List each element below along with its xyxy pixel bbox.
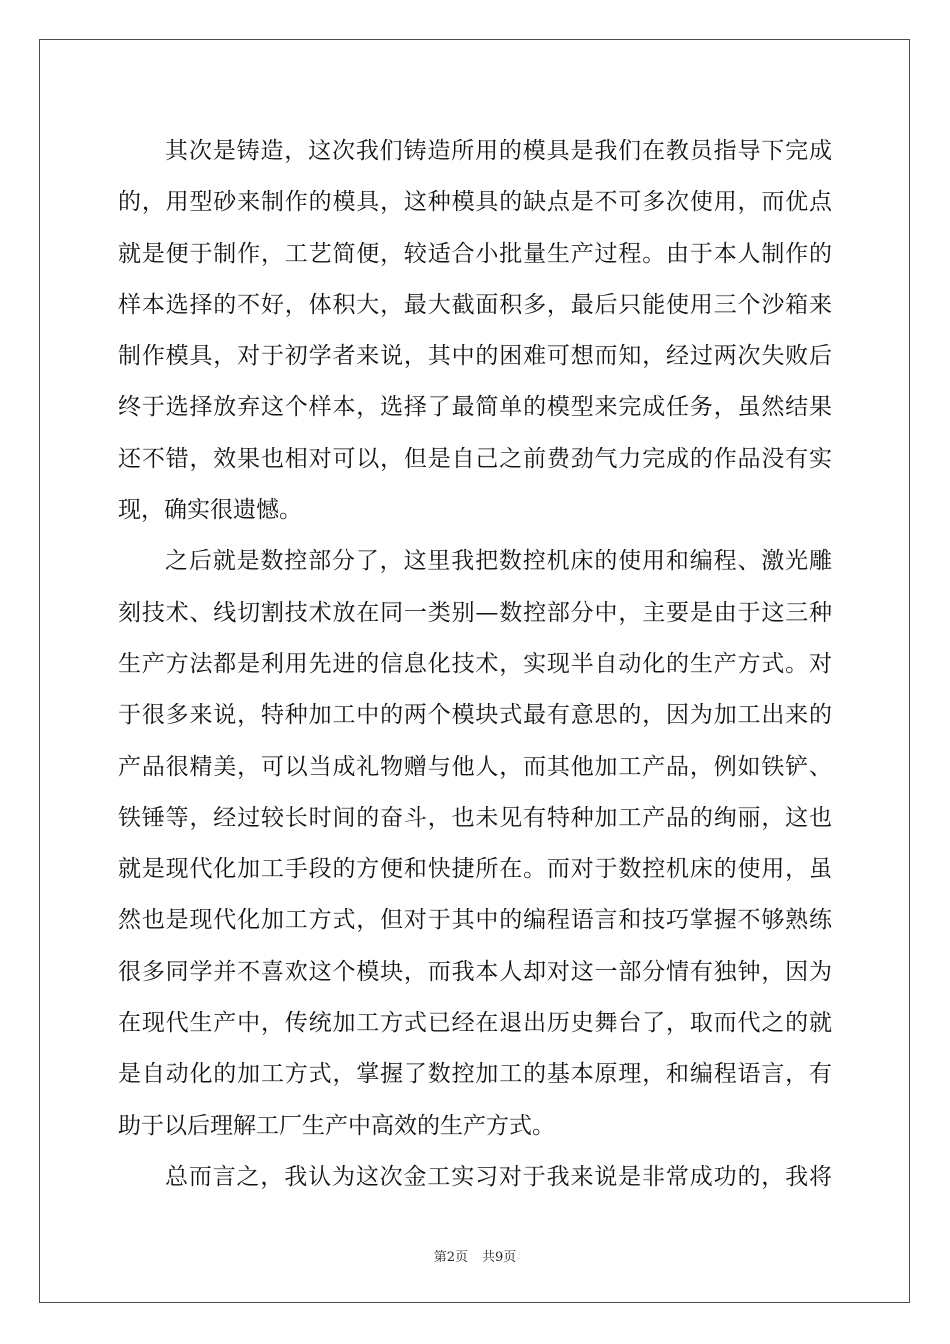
text-line: 终于选择放弃这个样本，选择了最简单的模型来完成任务，虽然结果 xyxy=(118,394,832,421)
text-line: 生产方法都是利用先进的信息化技术，实现半自动化的生产方式。对 xyxy=(118,650,832,677)
text-line: 就是现代化加工手段的方便和快捷所在。而对于数控机床的使用，虽 xyxy=(118,856,832,883)
text-line: 就是便于制作，工艺简便，较适合小批量生产过程。由于本人制作的 xyxy=(118,240,832,267)
page-total: 共9页 xyxy=(482,1250,517,1265)
text-line: 现，确实很遗憾。 xyxy=(118,497,302,524)
text-line: 很多同学并不喜欢这个模块，而我本人却对这一部分情有独钟，因为 xyxy=(118,958,832,985)
text-line: 制作模具，对于初学者来说，其中的困难可想而知，经过两次失败后 xyxy=(118,343,832,370)
text-line: 样本选择的不好，体积大，最大截面积多，最后只能使用三个沙箱来 xyxy=(118,291,832,318)
text-line: 助于以后理解工厂生产中高效的生产方式。 xyxy=(118,1112,555,1139)
text-line: 于很多来说，特种加工中的两个模块式最有意思的，因为加工出来的 xyxy=(118,702,832,729)
page-footer xyxy=(0,1246,950,1265)
text-line: 刻技术、线切割技术放在同一类别—数控部分中，主要是由于这三种 xyxy=(118,599,832,626)
text-line: 产品很精美，可以当成礼物赠与他人，而其他加工产品，例如铁铲、 xyxy=(118,753,832,780)
text-line: 之后就是数控部分了，这里我把数控机床的使用和编程、激光雕 xyxy=(165,548,832,575)
text-line: 的，用型砂来制作的模具，这种模具的缺点是不可多次使用，而优点 xyxy=(118,189,832,216)
text-line: 然也是现代化加工方式，但对于其中的编程语言和技巧掌握不够熟练 xyxy=(118,907,832,934)
text-line: 在现代生产中，传统加工方式已经在退出历史舞台了，取而代之的就 xyxy=(118,1010,832,1037)
text-line: 还不错，效果也相对可以，但是自己之前费劲气力完成的作品没有实 xyxy=(118,445,832,472)
text-line: 是自动化的加工方式，掌握了数控加工的基本原理，和编程语言，有 xyxy=(118,1061,832,1088)
page-number: 第2页 xyxy=(433,1250,468,1265)
text-line: 铁锤等，经过较长时间的奋斗，也未见有特种加工产品的绚丽，这也 xyxy=(118,804,832,831)
document-body xyxy=(118,126,832,1203)
text-line: 其次是铸造，这次我们铸造所用的模具是我们在教员指导下完成 xyxy=(165,138,832,164)
text-line: 总而言之，我认为这次金工实习对于我来说是非常成功的，我将 xyxy=(165,1163,832,1190)
